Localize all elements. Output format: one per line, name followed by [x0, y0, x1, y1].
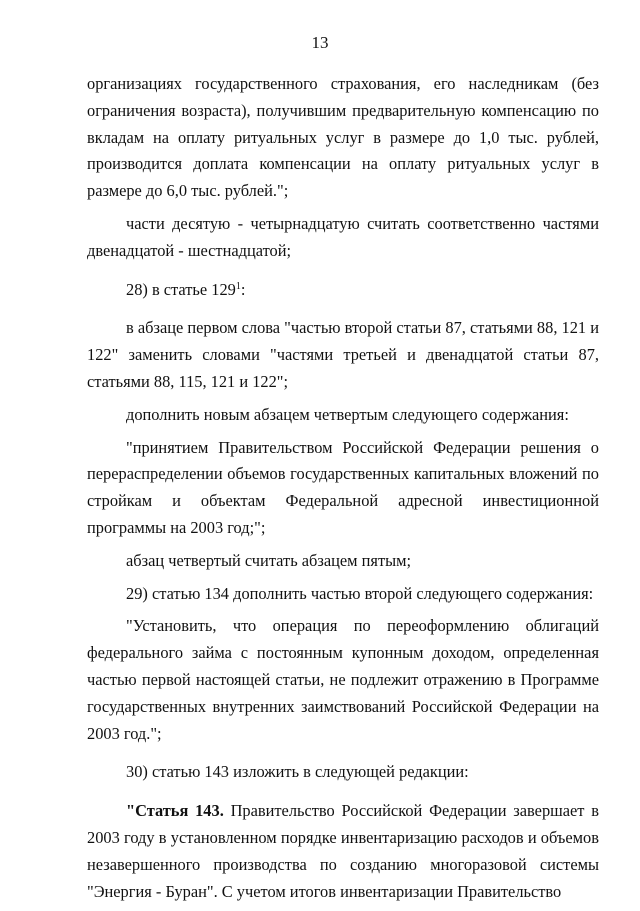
paragraph-add-fourth: дополнить новым абзацем четвертым следующего содержания:: [126, 404, 569, 424]
article-143-text: Правительство Российской Федерации завершает в 2003 году в установленном порядке инвентаризацию расходов и объемов незавершенного производства по созданию многоразовой системы "Энергия - Буран". С учетом итогов инвентаризации Правительство: [87, 801, 599, 901]
paragraph-item-29: 29) статью 134 дополнить частью второй следующего содержания:: [126, 583, 594, 603]
item-28-text: 28) в статье 129: [126, 279, 236, 299]
paragraph-parts-renumbering: части десятую - четырнадцатую считать соответственно частями двенадцатой - шестнадцатой;: [87, 213, 599, 260]
paragraph-replace-words: в абзаце первом слова "частью второй статьи 87, статьями 88, 121 и 122" заменить словами "частями третьей и двенадцатой статьи 87, статьями 88, 115, 121 и 122";: [87, 318, 599, 391]
paragraph-quoted-bonds: "Установить, что операция по переоформлению облигаций федерального займа с постоянным купонным доходом, определенная частью первой настоящей статьи, не подлежит отражению в Программе государственных внутренних заимствований Российской Федерации на 2003 год.";: [87, 616, 599, 743]
paragraph-continuation: организациях государственного страхования, его наследникам (без ограничения возраста), получившим предварительную компенсацию по вкладам на оплату ритуальных услуг в размере до 1,0 тыс. рублей, производится доплата компенсации на оплату ритуальных услуг в размере до 6,0 тыс. рублей.";: [87, 74, 599, 201]
page-number: 13: [311, 33, 329, 52]
item-28-superscript: 1: [235, 280, 241, 292]
paragraph-fourth-to-fifth: абзац четвертый считать абзацем пятым;: [126, 550, 412, 570]
paragraph-item-30: 30) статью 143 изложить в следующей редакции:: [126, 762, 469, 782]
document-body: [87, 71, 599, 911]
item-28-colon: :: [240, 279, 246, 299]
paragraph-article-143: [87, 798, 599, 905]
paragraph-item-28: [87, 277, 599, 304]
article-143-heading: "Статья 143.: [126, 801, 224, 821]
paragraph-quoted-decision: "принятием Правительством Российской Федерации решения о перераспределении объемов государственных капитальных вложений по стройкам и объектам Федеральной адресной инвестиционной программы на 2003 год;";: [87, 437, 599, 537]
